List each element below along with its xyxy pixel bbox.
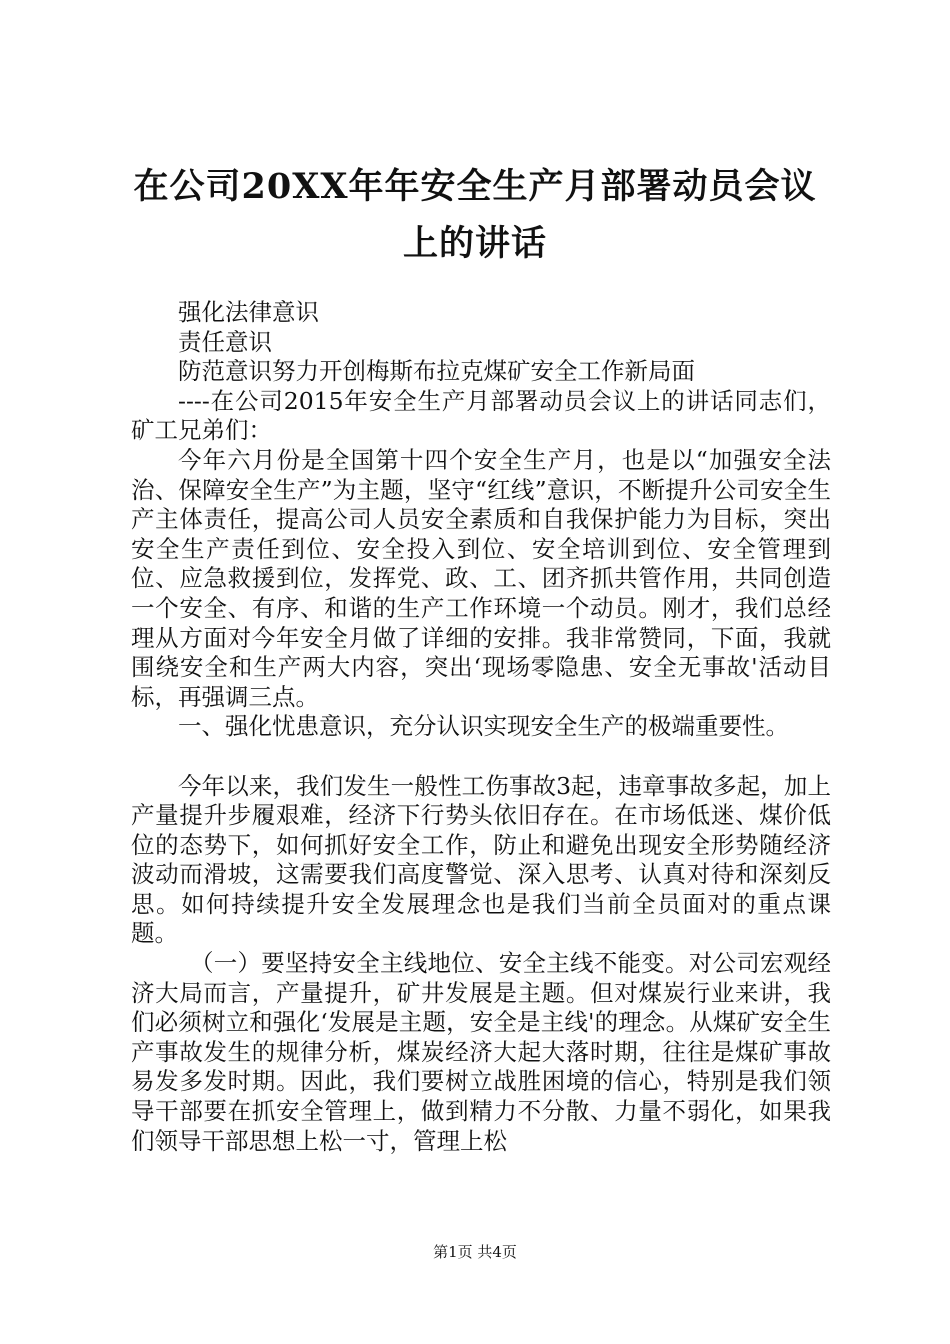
document-title: 在公司20XX年年安全生产月部署动员会议上的讲话: [133, 166, 817, 264]
paragraph-accidents-this-year: 今年以来，我们发生一般性工伤事故3起，违章事故多起，加上产量提升步履艰难，经济下行势头依旧存在。在市场低迷、煤价低位的态势下，如何抓好安全工作，防止和避免出现安全形势随经济波动而滑坡，这需要我们高度警觉、深入思考、认真对待和深刻反思。如何持续提升安全发展理念也是我们当前全员面对的重点课题。: [131, 771, 831, 948]
section-heading-one: 一、强化忧患意识，充分认识实现安全生产的极端重要性。: [178, 712, 789, 741]
paragraph-spacer: [131, 742, 831, 772]
paragraph-subsection-one: （一）要坚持安全主线地位、安全主线不能变。对公司宏观经济大局而言，产量提升，矿井发展是主题。但对煤炭行业来讲，我们必须树立和强化‘发展是主题，安全是主线'的理念。从煤矿安全生产事故发生的规律分析，煤炭经济大起大落时期，往往是煤矿事故易发多发时期。因此，我们要树立战胜困境的信心，特别是我们领导干部要在抓安全管理上，做到精力不分散、力量不弱化，如果我们领导干部思想上松一寸，管理上松: [131, 949, 831, 1155]
paragraph-speech-opening: ----在公司2015年安全生产月部署动员会议上的讲话同志们，矿工兄弟们：: [131, 386, 831, 445]
document-body: [131, 298, 831, 1156]
paragraph-safety-month-intro: 今年六月份是全国第十四个安全生产月，也是以“加强安全法治、保障安全生产”为主题，坚守“红线”意识，不断提升公司安全生产主体责任，提高公司人员安全素质和自我保护能力为目标，突出安全生产责任到位、安全投入到位、安全培训到位、安全管理到位、应急救援到位，发挥党、政、工、团齐抓共管作用，共同创造一个安全、有序、和谐的生产工作环境一个动员。刚才，我们总经理从方面对今年安全月做了详细的安排。我非常赞同，下面，我就围绕安全和生产两大内容，突出‘现场零隐患、安全无事故'活动目标，再强调三点。: [131, 445, 831, 711]
page-number: 第1页 共4页: [433, 1243, 517, 1261]
paragraph-prevention-awareness: 防范意识努力开创梅斯布拉克煤矿安全工作新局面: [178, 357, 695, 386]
paragraph-legal-awareness: 强化法律意识: [178, 298, 319, 326]
paragraph-responsibility-awareness: 责任意识: [178, 327, 272, 356]
